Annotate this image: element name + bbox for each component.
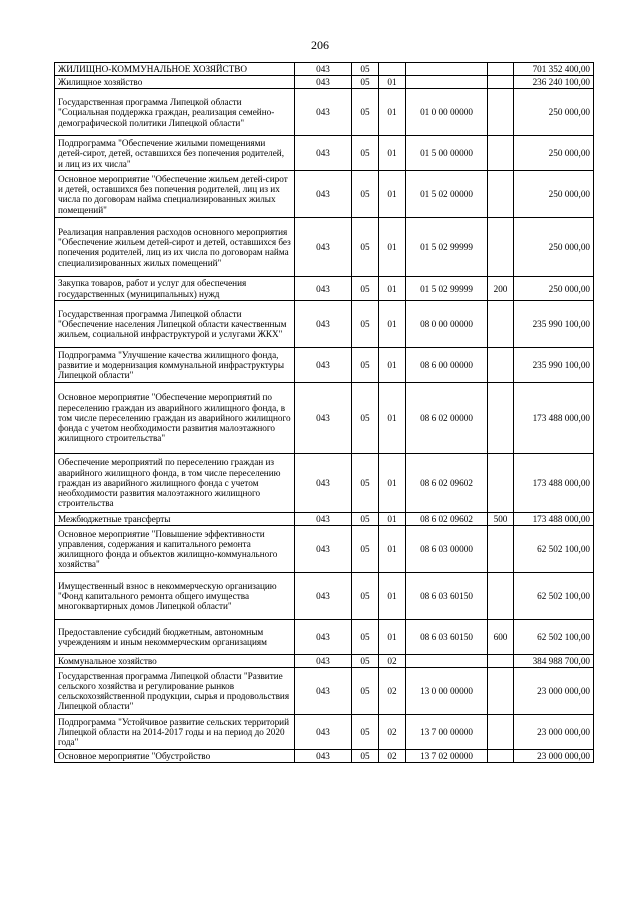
cell-section: 05 xyxy=(352,453,379,512)
cell-subsection: 02 xyxy=(379,655,406,668)
cell-target-article: 13 0 00 00000 xyxy=(406,668,488,715)
cell-ministry: 043 xyxy=(295,750,352,763)
cell-subsection: 01 xyxy=(379,171,406,218)
cell-amount: 173 488 000,00 xyxy=(514,382,594,453)
cell-name: Основное мероприятие "Обеспечение жильем детей-сирот и детей, оставшихся без попечения родителей, лиц из их числа по договорам найма специализированных жилых помещений" xyxy=(55,171,295,218)
cell-subsection: 01 xyxy=(379,347,406,382)
cell-amount: 62 502 100,00 xyxy=(514,526,594,573)
table-row xyxy=(55,620,594,655)
cell-target-article: 08 6 03 60150 xyxy=(406,573,488,620)
cell-subsection: 01 xyxy=(379,453,406,512)
cell-subsection: 01 xyxy=(379,573,406,620)
cell-section: 05 xyxy=(352,668,379,715)
table-row xyxy=(55,277,594,300)
cell-amount: 23 000 000,00 xyxy=(514,668,594,715)
cell-target-article: 01 0 00 00000 xyxy=(406,89,488,136)
table-row xyxy=(55,453,594,512)
cell-subsection: 01 xyxy=(379,300,406,347)
cell-name: Основное мероприятие "Обеспечение мероприятий по переселению граждан из аварийного жилищного фонда, в том числе переселению граждан из аварийного жилищного фонда с учетом необходимости развития малоэтажного жилищного строительства" xyxy=(55,382,295,453)
cell-name: Межбюджетные трансферты xyxy=(55,512,295,525)
cell-ministry: 043 xyxy=(295,620,352,655)
cell-target-article: 01 5 00 00000 xyxy=(406,136,488,171)
cell-section: 05 xyxy=(352,526,379,573)
cell-ministry: 043 xyxy=(295,655,352,668)
cell-amount: 250 000,00 xyxy=(514,89,594,136)
cell-section: 05 xyxy=(352,277,379,300)
cell-section: 05 xyxy=(352,382,379,453)
cell-name: Подпрограмма "Улучшение качества жилищного фонда, развитие и модернизация коммунальной инфраструктуры Липецкой области" xyxy=(55,347,295,382)
cell-expense-type xyxy=(488,76,514,89)
cell-amount: 250 000,00 xyxy=(514,136,594,171)
cell-section: 05 xyxy=(352,218,379,277)
table-row xyxy=(55,715,594,750)
table-row xyxy=(55,218,594,277)
cell-name: Предоставление субсидий бюджетным, автономным учреждениям и иным некоммерческим организациям xyxy=(55,620,295,655)
cell-ministry: 043 xyxy=(295,76,352,89)
cell-name: Государственная программа Липецкой области "Развитие сельского хозяйства и регулирование рынков сельскохозяйственной продукции, сырья и продовольствия Липецкой области" xyxy=(55,668,295,715)
cell-target-article xyxy=(406,63,488,76)
cell-amount: 235 990 100,00 xyxy=(514,347,594,382)
cell-target-article: 08 6 02 00000 xyxy=(406,382,488,453)
cell-amount: 62 502 100,00 xyxy=(514,620,594,655)
cell-amount: 173 488 000,00 xyxy=(514,512,594,525)
cell-target-article: 08 6 00 00000 xyxy=(406,347,488,382)
cell-section: 05 xyxy=(352,76,379,89)
cell-name: Коммунальное хозяйство xyxy=(55,655,295,668)
cell-amount: 236 240 100,00 xyxy=(514,76,594,89)
cell-target-article: 01 5 02 00000 xyxy=(406,171,488,218)
cell-section: 05 xyxy=(352,655,379,668)
cell-ministry: 043 xyxy=(295,63,352,76)
cell-target-article: 08 6 03 00000 xyxy=(406,526,488,573)
cell-expense-type xyxy=(488,526,514,573)
cell-section: 05 xyxy=(352,512,379,525)
table-row xyxy=(55,300,594,347)
cell-subsection: 01 xyxy=(379,526,406,573)
cell-expense-type: 200 xyxy=(488,277,514,300)
cell-ministry: 043 xyxy=(295,668,352,715)
cell-expense-type xyxy=(488,453,514,512)
cell-amount: 23 000 000,00 xyxy=(514,715,594,750)
cell-name: Основное мероприятие "Повышение эффективности управления, содержания и капитального ремонта жилищного фонда и объектов жилищно-коммунального хозяйства" xyxy=(55,526,295,573)
table-row xyxy=(55,668,594,715)
cell-expense-type xyxy=(488,136,514,171)
cell-expense-type xyxy=(488,63,514,76)
cell-section: 05 xyxy=(352,573,379,620)
cell-amount: 250 000,00 xyxy=(514,277,594,300)
cell-expense-type: 500 xyxy=(488,512,514,525)
cell-section: 05 xyxy=(352,620,379,655)
cell-name: Закупка товаров, работ и услуг для обеспечения государственных (муниципальных) нужд xyxy=(55,277,295,300)
cell-target-article: 13 7 02 00000 xyxy=(406,750,488,763)
table-row xyxy=(55,512,594,525)
cell-expense-type xyxy=(488,300,514,347)
cell-amount: 250 000,00 xyxy=(514,171,594,218)
cell-section: 05 xyxy=(352,347,379,382)
cell-ministry: 043 xyxy=(295,136,352,171)
cell-ministry: 043 xyxy=(295,300,352,347)
cell-expense-type xyxy=(488,347,514,382)
cell-expense-type xyxy=(488,218,514,277)
cell-section: 05 xyxy=(352,136,379,171)
cell-ministry: 043 xyxy=(295,89,352,136)
table-row xyxy=(55,347,594,382)
cell-ministry: 043 xyxy=(295,347,352,382)
cell-amount: 384 988 700,00 xyxy=(514,655,594,668)
cell-subsection xyxy=(379,63,406,76)
table-row xyxy=(55,655,594,668)
cell-ministry: 043 xyxy=(295,573,352,620)
cell-target-article: 01 5 02 99999 xyxy=(406,277,488,300)
table-row xyxy=(55,526,594,573)
cell-section: 05 xyxy=(352,300,379,347)
cell-amount: 62 502 100,00 xyxy=(514,573,594,620)
cell-subsection: 01 xyxy=(379,512,406,525)
cell-ministry: 043 xyxy=(295,382,352,453)
cell-ministry: 043 xyxy=(295,453,352,512)
cell-target-article xyxy=(406,76,488,89)
cell-section: 05 xyxy=(352,89,379,136)
table-row xyxy=(55,63,594,76)
cell-subsection: 01 xyxy=(379,218,406,277)
cell-target-article xyxy=(406,655,488,668)
cell-section: 05 xyxy=(352,63,379,76)
cell-expense-type xyxy=(488,750,514,763)
cell-subsection: 01 xyxy=(379,76,406,89)
cell-subsection: 02 xyxy=(379,668,406,715)
cell-name: Жилищное хозяйство xyxy=(55,76,295,89)
cell-subsection: 01 xyxy=(379,136,406,171)
cell-section: 05 xyxy=(352,715,379,750)
cell-ministry: 043 xyxy=(295,218,352,277)
cell-expense-type xyxy=(488,655,514,668)
cell-subsection: 02 xyxy=(379,715,406,750)
cell-expense-type xyxy=(488,89,514,136)
cell-amount: 173 488 000,00 xyxy=(514,453,594,512)
cell-name: Государственная программа Липецкой области "Социальная поддержка граждан, реализация семейно-демографической политики Липецкой области" xyxy=(55,89,295,136)
cell-target-article: 13 7 00 00000 xyxy=(406,715,488,750)
cell-name: Имущественный взнос в некоммерческую организацию "Фонд капитального ремонта общего имущества многоквартирных домов Липецкой области" xyxy=(55,573,295,620)
cell-target-article: 08 6 02 09602 xyxy=(406,453,488,512)
cell-target-article: 08 6 02 09602 xyxy=(406,512,488,525)
cell-target-article: 01 5 02 99999 xyxy=(406,218,488,277)
cell-subsection: 01 xyxy=(379,382,406,453)
cell-target-article: 08 0 00 00000 xyxy=(406,300,488,347)
cell-subsection: 01 xyxy=(379,277,406,300)
cell-section: 05 xyxy=(352,171,379,218)
cell-expense-type xyxy=(488,171,514,218)
cell-name: Подпрограмма "Устойчивое развитие сельских территорий Липецкой области на 2014-2017 годы и на период до 2020 года" xyxy=(55,715,295,750)
cell-ministry: 043 xyxy=(295,512,352,525)
cell-name: Обеспечение мероприятий по переселению граждан из аварийного жилищного фонда, в том числе переселению граждан из аварийного жилищного фонда с учетом необходимости развития малоэтажного жилищного строительства xyxy=(55,453,295,512)
cell-expense-type xyxy=(488,668,514,715)
cell-subsection: 01 xyxy=(379,620,406,655)
budget-table xyxy=(54,62,594,763)
cell-amount: 250 000,00 xyxy=(514,218,594,277)
table-row xyxy=(55,171,594,218)
cell-ministry: 043 xyxy=(295,715,352,750)
table-row xyxy=(55,382,594,453)
cell-ministry: 043 xyxy=(295,526,352,573)
cell-expense-type xyxy=(488,715,514,750)
cell-subsection: 02 xyxy=(379,750,406,763)
table-row xyxy=(55,750,594,763)
cell-amount: 23 000 000,00 xyxy=(514,750,594,763)
cell-expense-type xyxy=(488,382,514,453)
cell-section: 05 xyxy=(352,750,379,763)
cell-name: Реализация направления расходов основного мероприятия "Обеспечение жильем детей-сирот и детей, оставшихся без попечения родителей, лиц из их числа по договорам найма специализированных жилых помещений" xyxy=(55,218,295,277)
table-row xyxy=(55,136,594,171)
cell-amount: 701 352 400,00 xyxy=(514,63,594,76)
cell-name: Государственная программа Липецкой области "Обеспечение населения Липецкой области качественным жильем, социальной инфраструктурой и услугами ЖКХ" xyxy=(55,300,295,347)
cell-expense-type xyxy=(488,573,514,620)
cell-ministry: 043 xyxy=(295,171,352,218)
cell-expense-type: 600 xyxy=(488,620,514,655)
table-body xyxy=(55,63,594,763)
cell-name: ЖИЛИЩНО-КОММУНАЛЬНОЕ ХОЗЯЙСТВО xyxy=(55,63,295,76)
table-row xyxy=(55,76,594,89)
cell-subsection: 01 xyxy=(379,89,406,136)
cell-name: Основное мероприятие "Обустройство xyxy=(55,750,295,763)
cell-target-article: 08 6 03 60150 xyxy=(406,620,488,655)
cell-amount: 235 990 100,00 xyxy=(514,300,594,347)
table-row xyxy=(55,89,594,136)
cell-ministry: 043 xyxy=(295,277,352,300)
cell-name: Подпрограмма "Обеспечение жилыми помещениями детей-сирот, детей, оставшихся без попечения родителей, и лиц из их числа" xyxy=(55,136,295,171)
table-row xyxy=(55,573,594,620)
page-number: 206 xyxy=(311,38,329,52)
